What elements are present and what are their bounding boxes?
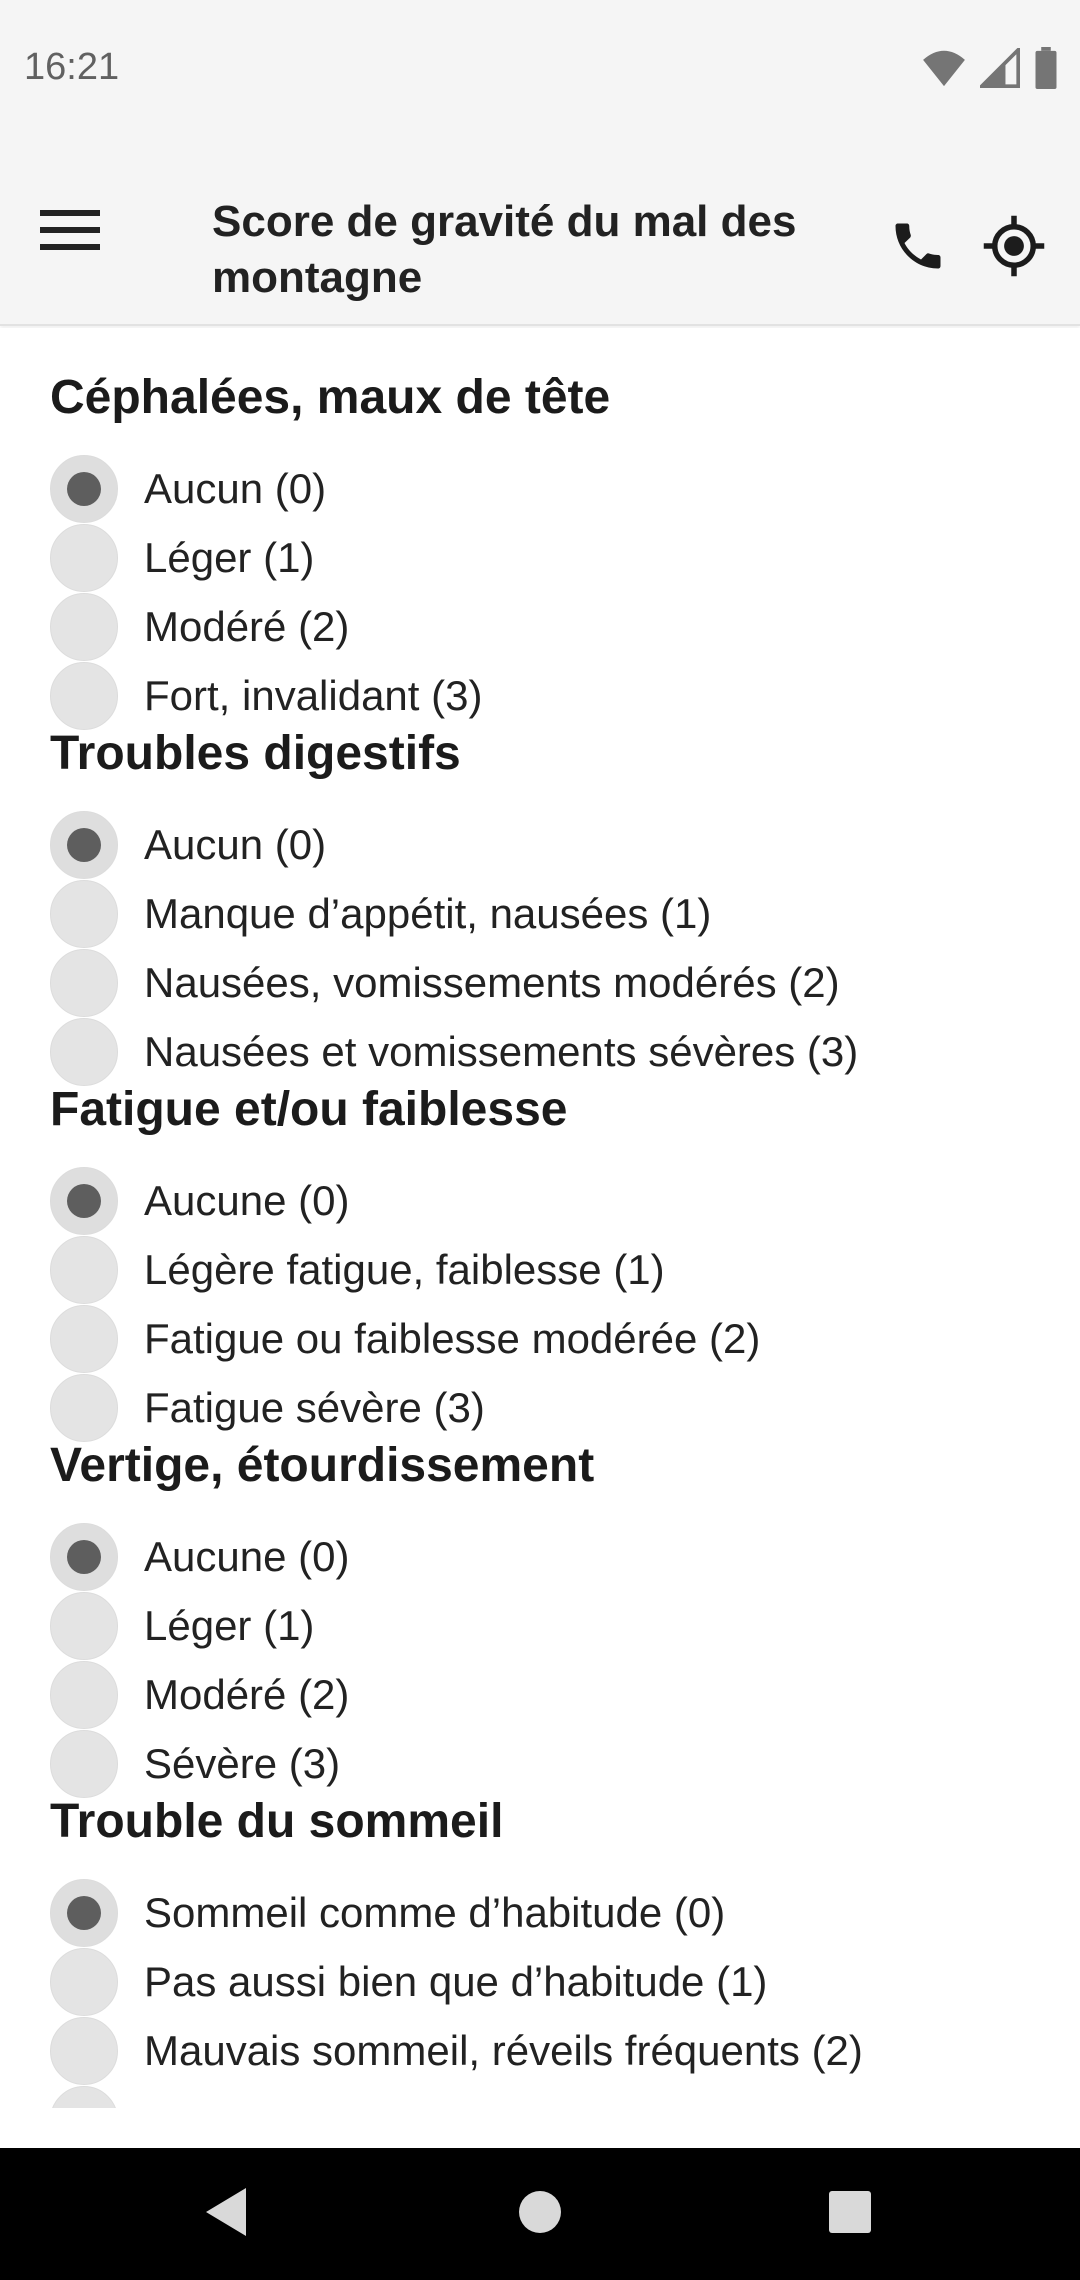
radio-button-checked[interactable] <box>50 811 118 879</box>
radio-button-checked[interactable] <box>50 1167 118 1235</box>
option-label: Manque d’appétit, nausées (1) <box>144 890 712 937</box>
questionnaire <box>0 328 1080 2108</box>
option-label: Fort, invalidant (3) <box>144 672 483 719</box>
call-button[interactable] <box>876 206 960 290</box>
section-title: Vertige, étourdissement <box>50 1439 595 1492</box>
option-radio[interactable] <box>50 661 1050 731</box>
option-radio[interactable] <box>50 1235 1050 1305</box>
section-title: Trouble du sommeil <box>50 1795 504 1848</box>
option-radio[interactable] <box>50 810 1050 880</box>
option-radio[interactable] <box>50 1373 1050 1443</box>
option-label: Nausées et vomissements sévères (3) <box>144 1028 859 1075</box>
back-icon <box>202 2186 250 2243</box>
radio-button[interactable] <box>50 949 118 1017</box>
page-title: Score de gravité du mal des montagne <box>212 197 797 302</box>
locate-button[interactable] <box>972 206 1056 290</box>
menu-button[interactable] <box>28 196 112 268</box>
radio-button[interactable] <box>50 524 118 592</box>
back-button[interactable] <box>190 2178 262 2250</box>
radio-button-checked[interactable] <box>50 455 118 523</box>
radio-button-checked[interactable] <box>50 1879 118 1947</box>
option-label: Modéré (2) <box>144 603 350 650</box>
option-label: Modéré (2) <box>144 1671 350 1718</box>
radio-button[interactable] <box>50 1305 118 1373</box>
menu-icon <box>40 208 100 257</box>
radio-button-checked[interactable] <box>50 1523 118 1591</box>
option-label: Fatigue ou faiblesse modérée (2) <box>144 1315 761 1362</box>
radio-button[interactable] <box>50 593 118 661</box>
radio-button[interactable] <box>50 1661 118 1729</box>
home-button[interactable] <box>504 2178 576 2250</box>
option-label: Pas aussi bien que d’habitude (1) <box>144 1958 768 2005</box>
radio-dot <box>67 1896 101 1930</box>
option-label: Aucun (0) <box>144 465 327 512</box>
option-label: Sommeil comme d’habitude (0) <box>144 1889 726 1936</box>
status-time: 16:21 <box>24 46 120 88</box>
option-radio[interactable] <box>50 1522 1050 1592</box>
option-label: Mauvais sommeil, réveils fréquents (2) <box>144 2027 863 2074</box>
radio-dot <box>67 472 101 506</box>
home-icon <box>518 2190 562 2239</box>
option-radio-partial[interactable] <box>50 2085 1050 2108</box>
system-nav-bar <box>0 2148 1080 2280</box>
radio-button[interactable] <box>50 662 118 730</box>
option-radio[interactable] <box>50 1729 1050 1799</box>
option-label: Légère fatigue, faiblesse (1) <box>144 1246 665 1293</box>
option-label: Fatigue sévère (3) <box>144 1384 485 1431</box>
radio-dot <box>67 1540 101 1574</box>
option-label: Aucune (0) <box>144 1533 350 1580</box>
wifi-icon <box>922 48 966 88</box>
option-radio[interactable] <box>50 1166 1050 1236</box>
radio-dot <box>67 1184 101 1218</box>
option-radio[interactable] <box>50 2016 1050 2086</box>
option-radio[interactable] <box>50 1591 1050 1661</box>
status-icons <box>922 46 1058 90</box>
radio-button[interactable] <box>50 1374 118 1442</box>
option-label: Aucun (0) <box>144 821 327 868</box>
recents-icon <box>828 2190 872 2239</box>
option-label: Sévère (3) <box>144 1740 341 1787</box>
option-label: Nausées, vomissements modérés (2) <box>144 959 840 1006</box>
phone-icon <box>888 216 948 281</box>
radio-button[interactable] <box>50 1730 118 1798</box>
radio-button[interactable] <box>50 1236 118 1304</box>
option-label: Aucune (0) <box>144 1177 350 1224</box>
option-radio[interactable] <box>50 454 1050 524</box>
section-title: Troubles digestifs <box>50 727 461 780</box>
option-radio[interactable] <box>50 948 1050 1018</box>
option-radio[interactable] <box>50 1947 1050 2017</box>
option-radio[interactable] <box>50 1660 1050 1730</box>
recents-button[interactable] <box>814 2178 886 2250</box>
option-radio[interactable] <box>50 1304 1050 1374</box>
radio-button[interactable] <box>50 880 118 948</box>
option-radio[interactable] <box>50 592 1050 662</box>
option-radio[interactable] <box>50 523 1050 593</box>
radio-dot <box>67 828 101 862</box>
option-label: Léger (1) <box>144 534 315 581</box>
cell-signal-icon <box>980 48 1020 88</box>
radio-button[interactable] <box>50 1018 118 1086</box>
option-radio[interactable] <box>50 1017 1050 1087</box>
radio-button[interactable] <box>50 1592 118 1660</box>
option-radio[interactable] <box>50 1878 1050 1948</box>
battery-icon <box>1034 47 1058 89</box>
section-title: Céphalées, maux de tête <box>50 371 611 424</box>
option-radio[interactable] <box>50 879 1050 949</box>
radio-button[interactable] <box>50 2086 118 2108</box>
radio-button[interactable] <box>50 1948 118 2016</box>
app-bar <box>0 138 1080 326</box>
status-bar <box>0 0 1080 138</box>
my-location-icon <box>981 213 1047 284</box>
option-label: Léger (1) <box>144 1602 315 1649</box>
section-title: Fatigue et/ou faiblesse <box>50 1083 568 1136</box>
radio-button[interactable] <box>50 2017 118 2085</box>
